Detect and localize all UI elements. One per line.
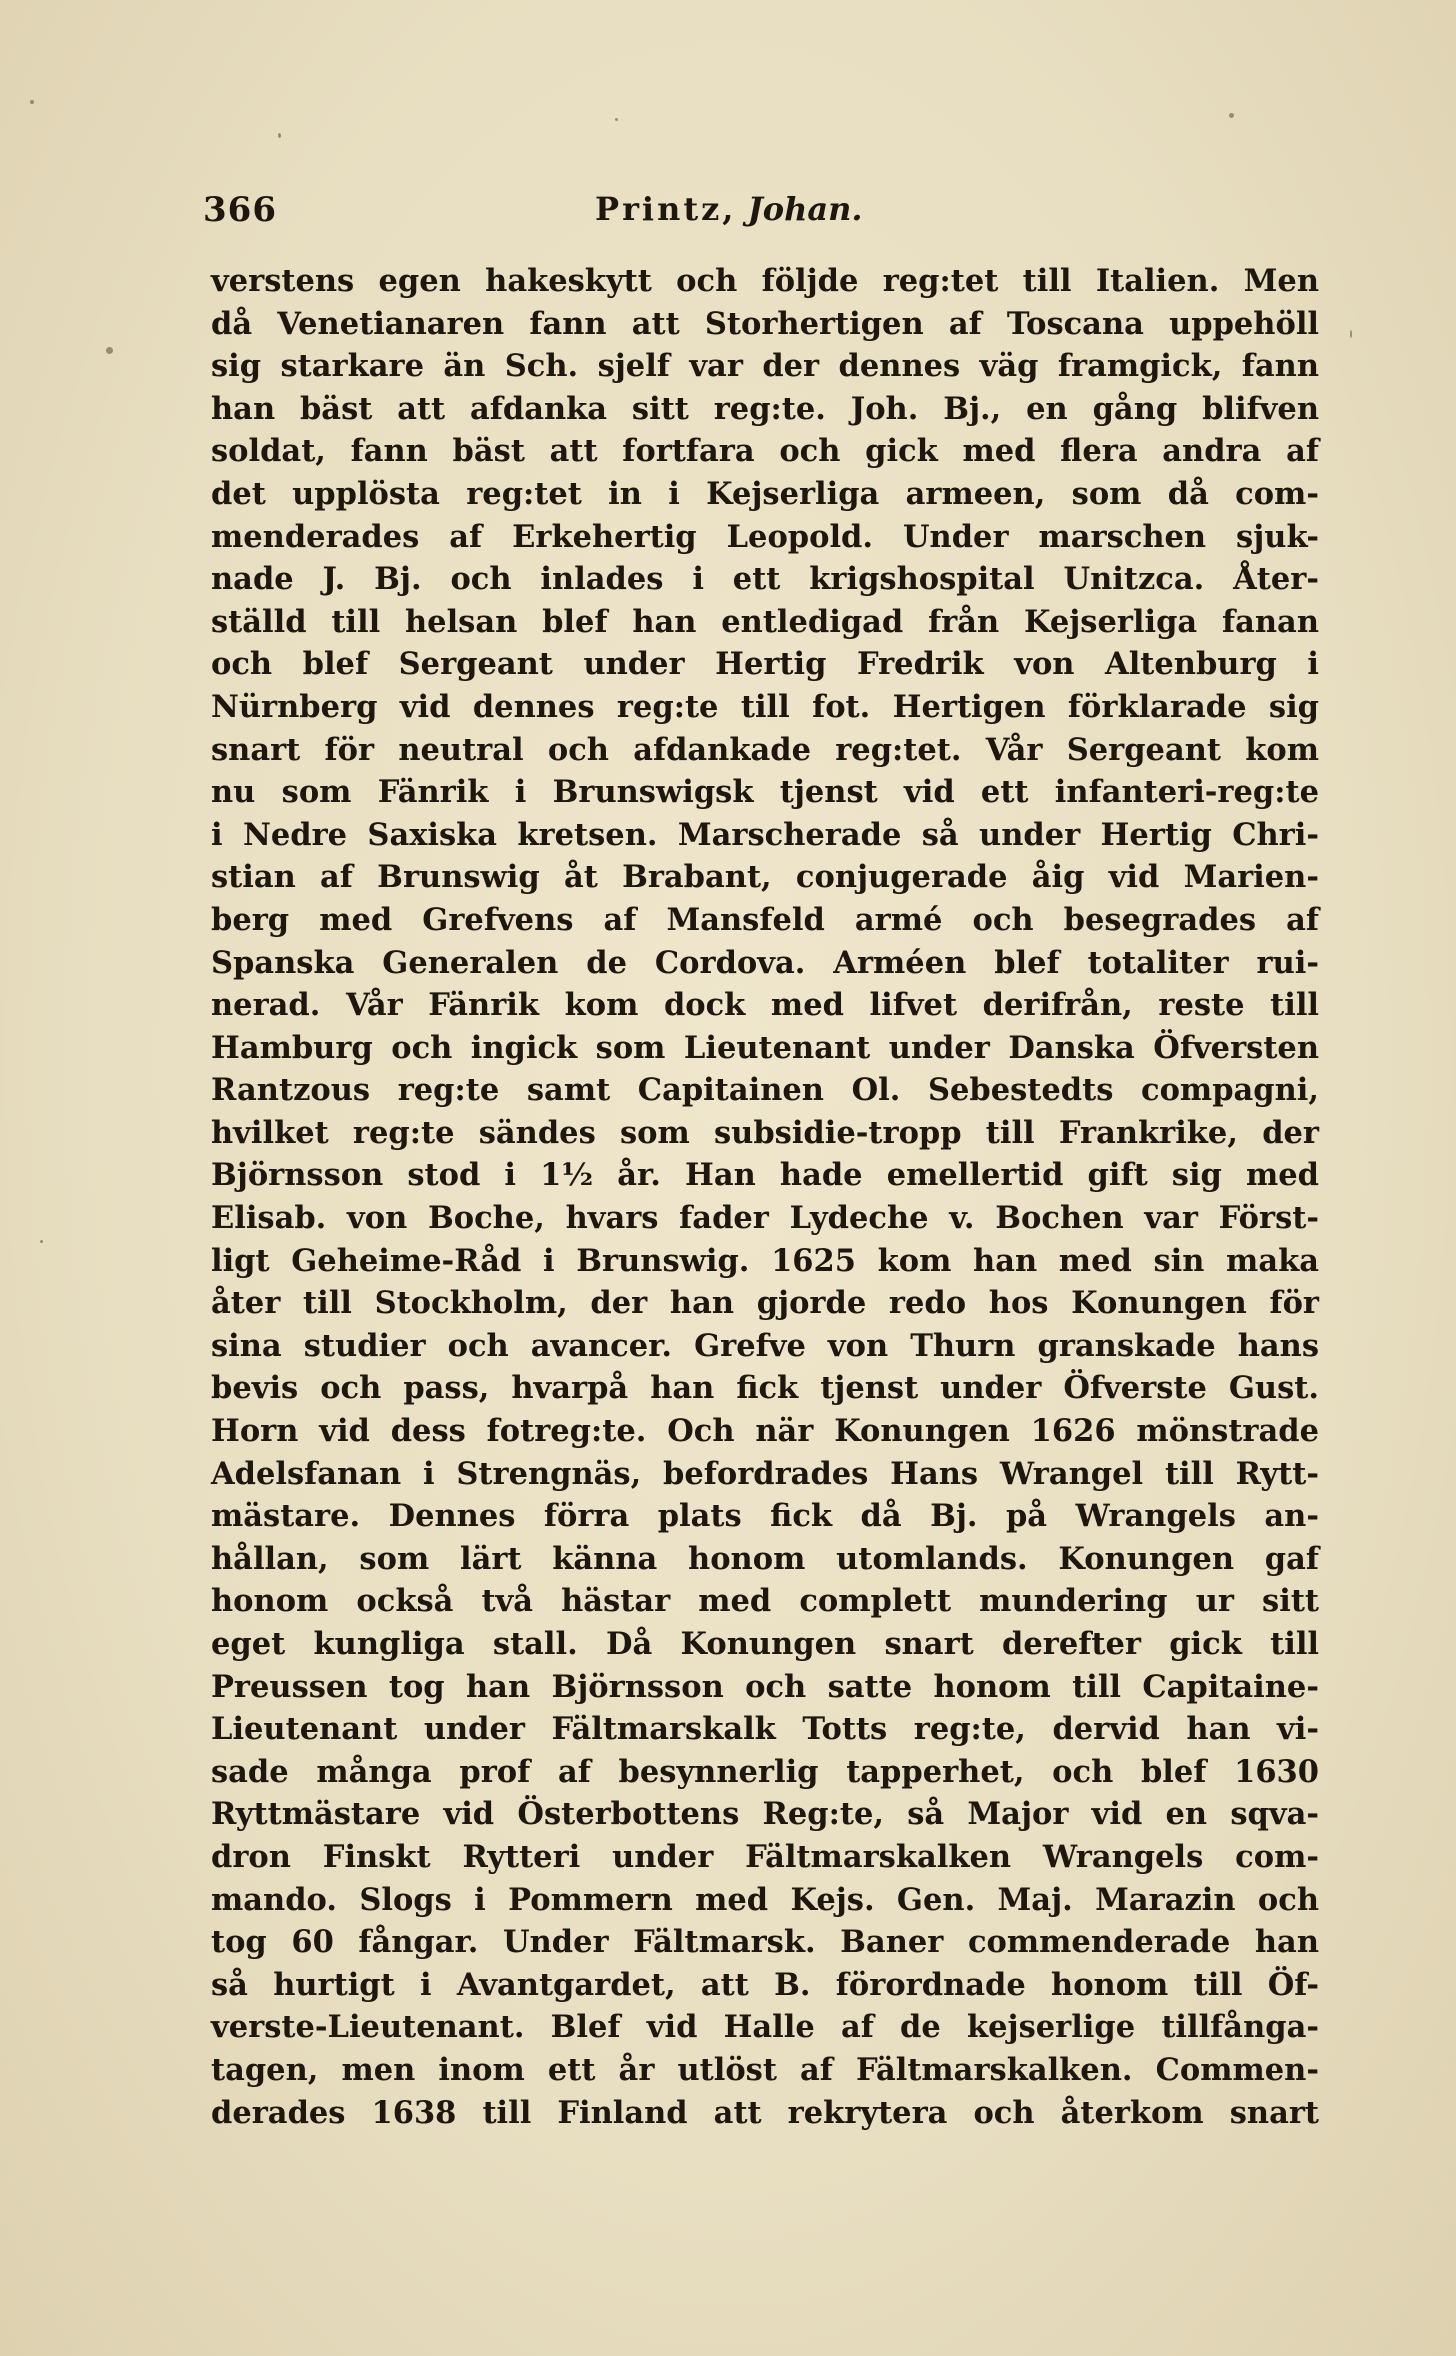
text-line: Adelsfanan i Strengnäs, befordrades Hans Wrangel till Rytt- bbox=[211, 1455, 1319, 1492]
text-line: berg med Grefvens af Mansfeld armé och besegrades af bbox=[211, 901, 1319, 938]
text-line: Lieutenant under Fältmarskalk Totts reg:te, dervid han vi- bbox=[211, 1711, 1319, 1748]
text-line: dron Finskt Rytteri under Fältmarskalken Wrangels com- bbox=[211, 1838, 1319, 1875]
text-line: hållan, som lärt känna honom utomlands. Konungen gaf bbox=[211, 1540, 1319, 1577]
text-line: menderades af Erkehertig Leopold. Under marschen sjuk- bbox=[211, 518, 1319, 555]
text-line: honom också två hästar med complett mundering ur sitt bbox=[211, 1583, 1319, 1620]
text-line: verstens egen hakeskytt och följde reg:tet till Italien. Men bbox=[211, 263, 1319, 299]
text-line: nade J. Bj. och inlades i ett krigshospital Unitzca. Åter- bbox=[211, 561, 1319, 598]
text-line: Hamburg och ingick som Lieutenant under Danska Öfversten bbox=[211, 1029, 1319, 1066]
text-line: stian af Brunswig åt Brabant, conjugerade åig vid Marien- bbox=[211, 859, 1319, 896]
text-line: mando. Slogs i Pommern med Kejs. Gen. Maj. Marazin och bbox=[211, 1881, 1319, 1918]
text-line: soldat, fann bäst att fortfara och gick med flera andra af bbox=[211, 433, 1319, 470]
text-line: tog 60 fångar. Under Fältmarsk. Baner commenderade han bbox=[211, 1924, 1319, 1961]
text-line: han bäst att afdanka sitt reg:te. Joh. Bj., en gång blifven bbox=[211, 390, 1319, 427]
text-line: Elisab. von Boche, hvars fader Lydeche v. Bochen var Först- bbox=[211, 1200, 1319, 1237]
text-line: Björnsson stod i 1½ år. Han hade emellertid gift sig med bbox=[211, 1157, 1319, 1194]
text-line: nerad. Vår Fänrik kom dock med lifvet derifrån, reste till bbox=[211, 987, 1319, 1024]
text-line: det upplösta reg:tet in i Kejserliga armeen, som då com- bbox=[211, 475, 1319, 512]
text-line: Rantzous reg:te samt Capitainen Ol. Sebestedts compagni, bbox=[211, 1072, 1319, 1109]
text-line: snart för neutral och afdankade reg:tet. Vår Sergeant kom bbox=[211, 731, 1319, 768]
paper-speck bbox=[30, 100, 34, 104]
text-line: Nürnberg vid dennes reg:te till fot. Hertigen förklarade sig bbox=[211, 688, 1319, 725]
running-head-given-name: Johan. bbox=[747, 190, 863, 228]
page-number: 366 bbox=[203, 190, 277, 230]
paper-speck bbox=[278, 133, 281, 138]
text-line: Preussen tog han Björnsson och satte honom till Capitaine- bbox=[211, 1668, 1319, 1705]
paper-speck bbox=[106, 347, 113, 354]
running-head-surname: Printz, bbox=[595, 190, 737, 228]
text-line: sig starkare än Sch. sjelf var der dennes väg framgick, fann bbox=[211, 348, 1319, 385]
text-line: då Venetianaren fann att Storhertigen af Toscana uppehöll bbox=[211, 305, 1319, 342]
body-text bbox=[211, 260, 1319, 2134]
page-header bbox=[203, 190, 1323, 240]
paper-speck bbox=[615, 118, 618, 121]
text-line: ligt Geheime-Råd i Brunswig. 1625 kom han med sin maka bbox=[211, 1242, 1319, 1279]
text-line: eget kungliga stall. Då Konungen snart derefter gick till bbox=[211, 1626, 1319, 1662]
text-line: nu som Fänrik i Brunswigsk tjenst vid ett infanteri-reg:te bbox=[211, 774, 1319, 811]
text-line: verste-Lieutenant. Blef vid Halle af de kejserlige tillfånga- bbox=[211, 2009, 1319, 2046]
paper-speck bbox=[1350, 330, 1352, 338]
text-line: sina studier och avancer. Grefve von Thurn granskade hans bbox=[211, 1327, 1319, 1364]
text-line: åter till Stockholm, der han gjorde redo hos Konungen för bbox=[211, 1285, 1319, 1322]
text-line: bevis och pass, hvarpå han fick tjenst under Öfverste Gust. bbox=[211, 1370, 1319, 1407]
text-line: så hurtigt i Avantgardet, att B. förordnade honom till Öf- bbox=[211, 1966, 1319, 2003]
text-line: tagen, men inom ett år utlöst af Fältmarskalken. Commen- bbox=[211, 2051, 1319, 2088]
text-line: ställd till helsan blef han entledigad från Kejserliga fanan bbox=[211, 603, 1319, 640]
paper-speck bbox=[1229, 113, 1234, 118]
text-line: sade många prof af besynnerlig tapperhet, och blef 1630 bbox=[211, 1753, 1319, 1790]
text-line: i Nedre Saxiska kretsen. Marscherade så under Hertig Chri- bbox=[211, 816, 1319, 853]
text-line: Horn vid dess fotreg:te. Och när Konungen 1626 mönstrade bbox=[211, 1413, 1319, 1450]
running-head bbox=[595, 190, 862, 228]
text-line: Ryttmästare vid Österbottens Reg:te, så Major vid en sqva- bbox=[211, 1796, 1319, 1833]
text-line: derades 1638 till Finland att rekrytera och återkom snart bbox=[211, 2094, 1319, 2131]
text-line: och blef Sergeant under Hertig Fredrik von Altenburg i bbox=[211, 646, 1319, 683]
text-line: hvilket reg:te sändes som subsidie-tropp till Frankrike, der bbox=[211, 1114, 1319, 1151]
paper-speck bbox=[40, 1240, 43, 1243]
text-line: Spanska Generalen de Cordova. Arméen blef totaliter rui- bbox=[211, 944, 1319, 981]
text-line: mästare. Dennes förra plats fick då Bj. på Wrangels an- bbox=[211, 1498, 1319, 1535]
